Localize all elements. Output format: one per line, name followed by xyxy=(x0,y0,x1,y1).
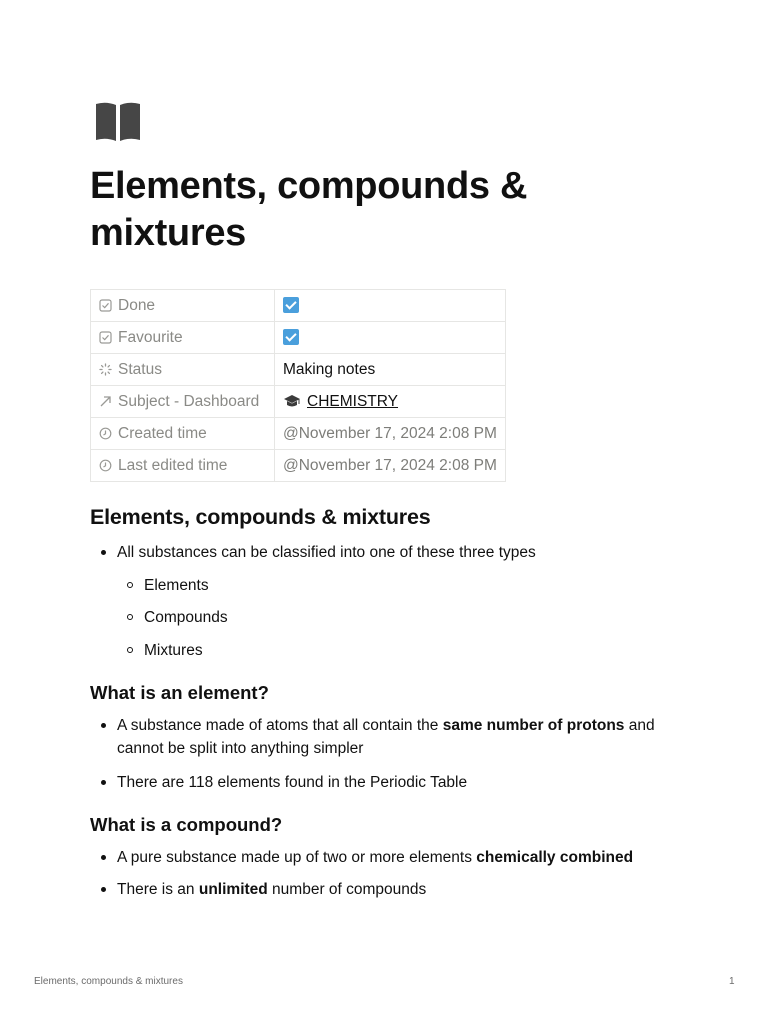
done-checkbox[interactable] xyxy=(283,297,299,313)
compound-list xyxy=(90,846,710,869)
relation-arrow-icon xyxy=(99,395,112,408)
checkbox-property-icon xyxy=(99,299,112,312)
types-list xyxy=(90,574,710,597)
clock-icon xyxy=(99,459,112,472)
compound-list xyxy=(90,878,710,901)
checkbox-property-icon xyxy=(99,331,112,344)
subject-link[interactable]: CHEMISTRY xyxy=(307,392,399,410)
intro-list xyxy=(90,541,710,564)
list-item: A substance made of atoms that all contain the same number of protons and cannot be split into anything simpler xyxy=(90,714,710,760)
property-name: Subject - Dashboard xyxy=(91,386,275,418)
property-value[interactable] xyxy=(275,290,506,322)
list-item: Compounds xyxy=(90,606,710,629)
favourite-checkbox[interactable] xyxy=(283,329,299,345)
graduation-cap-icon xyxy=(283,394,301,408)
property-name: Created time xyxy=(91,418,275,450)
list-item: Mixtures xyxy=(90,639,710,662)
property-row-last-edited-time xyxy=(91,450,506,482)
properties-table xyxy=(90,289,506,482)
clock-icon xyxy=(99,427,112,440)
footer-page-number: 1 xyxy=(729,976,735,987)
element-list xyxy=(90,714,710,760)
types-list xyxy=(90,639,710,662)
list-item: Elements xyxy=(90,574,710,597)
types-list xyxy=(90,606,710,629)
list-item: There are 118 elements found in the Periodic Table xyxy=(90,771,710,794)
element-heading: What is an element? xyxy=(90,682,269,703)
property-value xyxy=(275,386,506,418)
list-item: All substances can be classified into one of these three types xyxy=(90,541,710,564)
property-row-status xyxy=(91,354,506,386)
property-value[interactable] xyxy=(275,322,506,354)
status-value[interactable]: Making notes xyxy=(275,354,506,386)
footer-doc-title: Elements, compounds & mixtures xyxy=(34,976,183,987)
property-row-subject xyxy=(91,386,506,418)
last-edited-time-value: @November 17, 2024 2:08 PM xyxy=(275,450,506,482)
list-item: There is an unlimited number of compounds xyxy=(90,878,710,901)
property-name: Last edited time xyxy=(91,450,275,482)
created-time-value: @November 17, 2024 2:08 PM xyxy=(275,418,506,450)
compound-heading: What is a compound? xyxy=(90,814,283,835)
property-name: Status xyxy=(91,354,275,386)
section-heading: Elements, compounds & mixtures xyxy=(90,505,431,529)
property-row-favourite xyxy=(91,322,506,354)
page-title: Elements, compounds & mixtures xyxy=(90,165,528,254)
property-row-done xyxy=(91,290,506,322)
property-name: Favourite xyxy=(91,322,275,354)
status-property-icon xyxy=(99,363,112,376)
book-icon xyxy=(94,101,142,143)
list-item: A pure substance made up of two or more elements chemically combined xyxy=(90,846,710,869)
property-name: Done xyxy=(91,290,275,322)
property-row-created-time xyxy=(91,418,506,450)
element-list xyxy=(90,771,710,794)
